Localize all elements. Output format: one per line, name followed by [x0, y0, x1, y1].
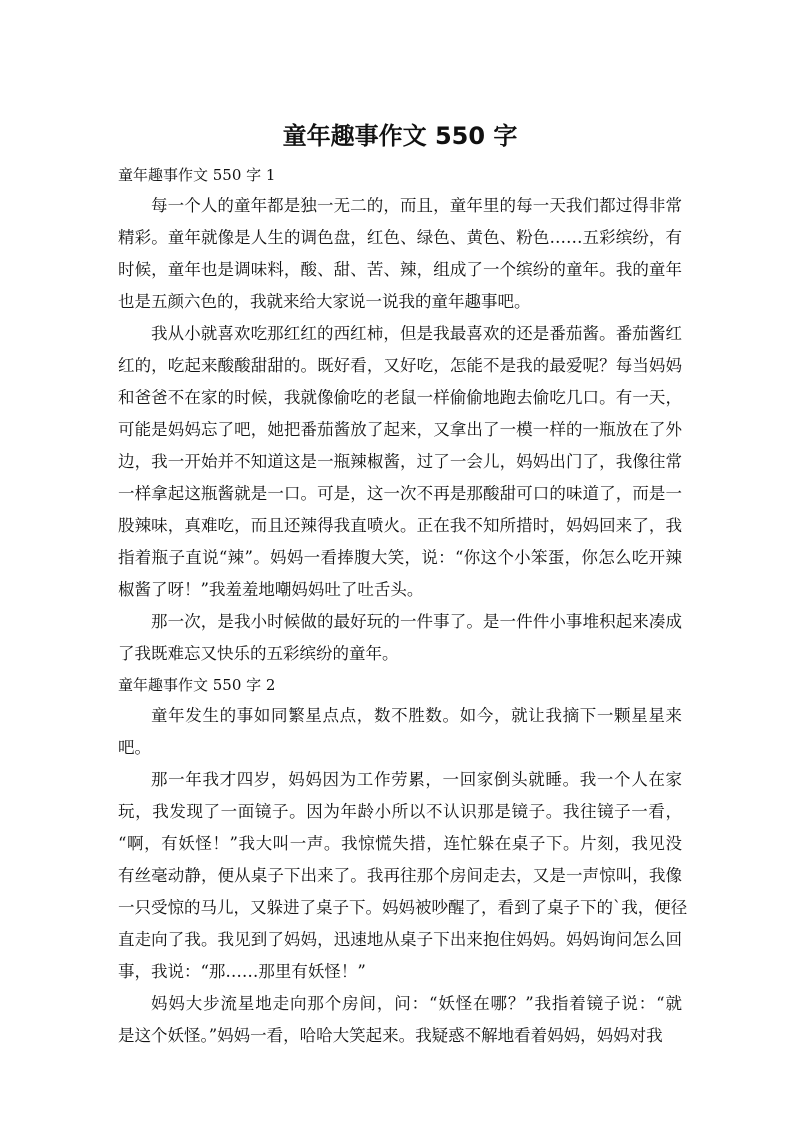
paragraph-line: 红的，吃起来酸酸甜甜的。既好看，又好吃，怎能不是我的最爱呢？每当妈妈: [118, 356, 682, 375]
paragraph-line: “啊，有妖怪！”我大叫一声。我惊慌失措，连忙躲在桌子下。片刻，我见没: [118, 834, 682, 853]
paragraph-line: 玩，我发现了一面镜子。因为年龄小所以不认识那是镜子。我往镜子一看，: [118, 802, 682, 821]
paragraph-line: 边，我一开始并不知道这是一瓶辣椒酱，过了一会儿，妈妈出门了，我像往常: [118, 452, 682, 471]
paragraph: [118, 700, 682, 764]
paragraph: [118, 764, 688, 988]
paragraph: [118, 606, 682, 670]
paragraph-line: 事，我说：“那……那里有妖怪！”: [118, 962, 366, 981]
paragraph-line: 精彩。童年就像是人生的调色盘，红色、绿色、黄色、粉色……五彩缤纷，有: [118, 228, 682, 247]
paragraph-line: 时候，童年也是调味料，酸、甜、苦、辣，组成了一个缤纷的童年。我的童年: [118, 260, 682, 279]
paragraph-line: 我从小就喜欢吃那红红的西红柿，但是我最喜欢的还是番茄酱。番茄酱红: [151, 324, 682, 343]
paragraph-line: 一样拿起这瓶酱就是一口。可是，这一次不再是那酸甜可口的味道了，而是一: [118, 484, 682, 503]
paragraph-line: 和爸爸不在家的时候，我就像偷吃的老鼠一样偷偷地跑去偷吃几口。有一天，: [118, 388, 682, 407]
section-heading: 童年趣事作文 550 字 1: [118, 166, 276, 184]
paragraph-line: 指着瓶子直说“辣”。妈妈一看捧腹大笑，说：“你这个小笨蛋，你怎么吃开辣: [118, 548, 682, 567]
paragraph-line: 可能是妈妈忘了吧，她把番茄酱放了起来，又拿出了一模一样的一瓶放在了外: [118, 420, 682, 439]
paragraph-line: 有丝毫动静，便从桌子下出来了。我再往那个房间走去，又是一声惊叫，我像: [118, 866, 682, 885]
paragraph-line: 直走向了我。我见到了妈妈，迅速地从桌子下出来抱住妈妈。妈妈询问怎么回: [118, 930, 682, 949]
paragraph: [118, 988, 682, 1052]
document-title: 童年趣事作文 550 字: [282, 122, 518, 150]
paragraph-line: 也是五颜六色的，我就来给大家说一说我的童年趣事吧。: [118, 292, 531, 311]
paragraph-line: 那一次，是我小时候做的最好玩的一件事了。是一件件小事堆积起来凑成: [151, 612, 682, 631]
paragraph-line: 了我既难忘又快乐的五彩缤纷的童年。: [118, 644, 399, 663]
paragraph-line: 妈妈大步流星地走向那个房间，问：“妖怪在哪？”我指着镜子说：“就: [151, 994, 682, 1013]
document-body: [118, 160, 688, 1052]
paragraph-line: 童年发生的事如同繁星点点，数不胜数。如今，就让我摘下一颗星星来: [151, 706, 682, 725]
paragraph-line: 每一个人的童年都是独一无二的，而且，童年里的每一天我们都过得非常: [151, 196, 682, 215]
section-heading: 童年趣事作文 550 字 2: [118, 676, 276, 694]
paragraph: [118, 190, 682, 318]
paragraph-line: 那一年我才四岁，妈妈因为工作劳累，一回家倒头就睡。我一个人在家: [151, 770, 682, 789]
paragraph-line: 一只受惊的马儿，又躲进了桌子下。妈妈被吵醒了，看到了桌子下的`我，便径: [118, 898, 688, 917]
paragraph: [118, 318, 682, 606]
paragraph-line: 吧。: [118, 738, 151, 757]
paragraph-line: 椒酱了呀！”我羞羞地嘲妈妈吐了吐舌头。: [118, 580, 424, 599]
paragraph-line: 股辣味，真难吃，而且还辣得我直喷火。正在我不知所措时，妈妈回来了，我: [118, 516, 682, 535]
paragraph-line: 是这个妖怪。”妈妈一看，哈哈大笑起来。我疑惑不解地看着妈妈，妈妈对我: [118, 1026, 663, 1045]
